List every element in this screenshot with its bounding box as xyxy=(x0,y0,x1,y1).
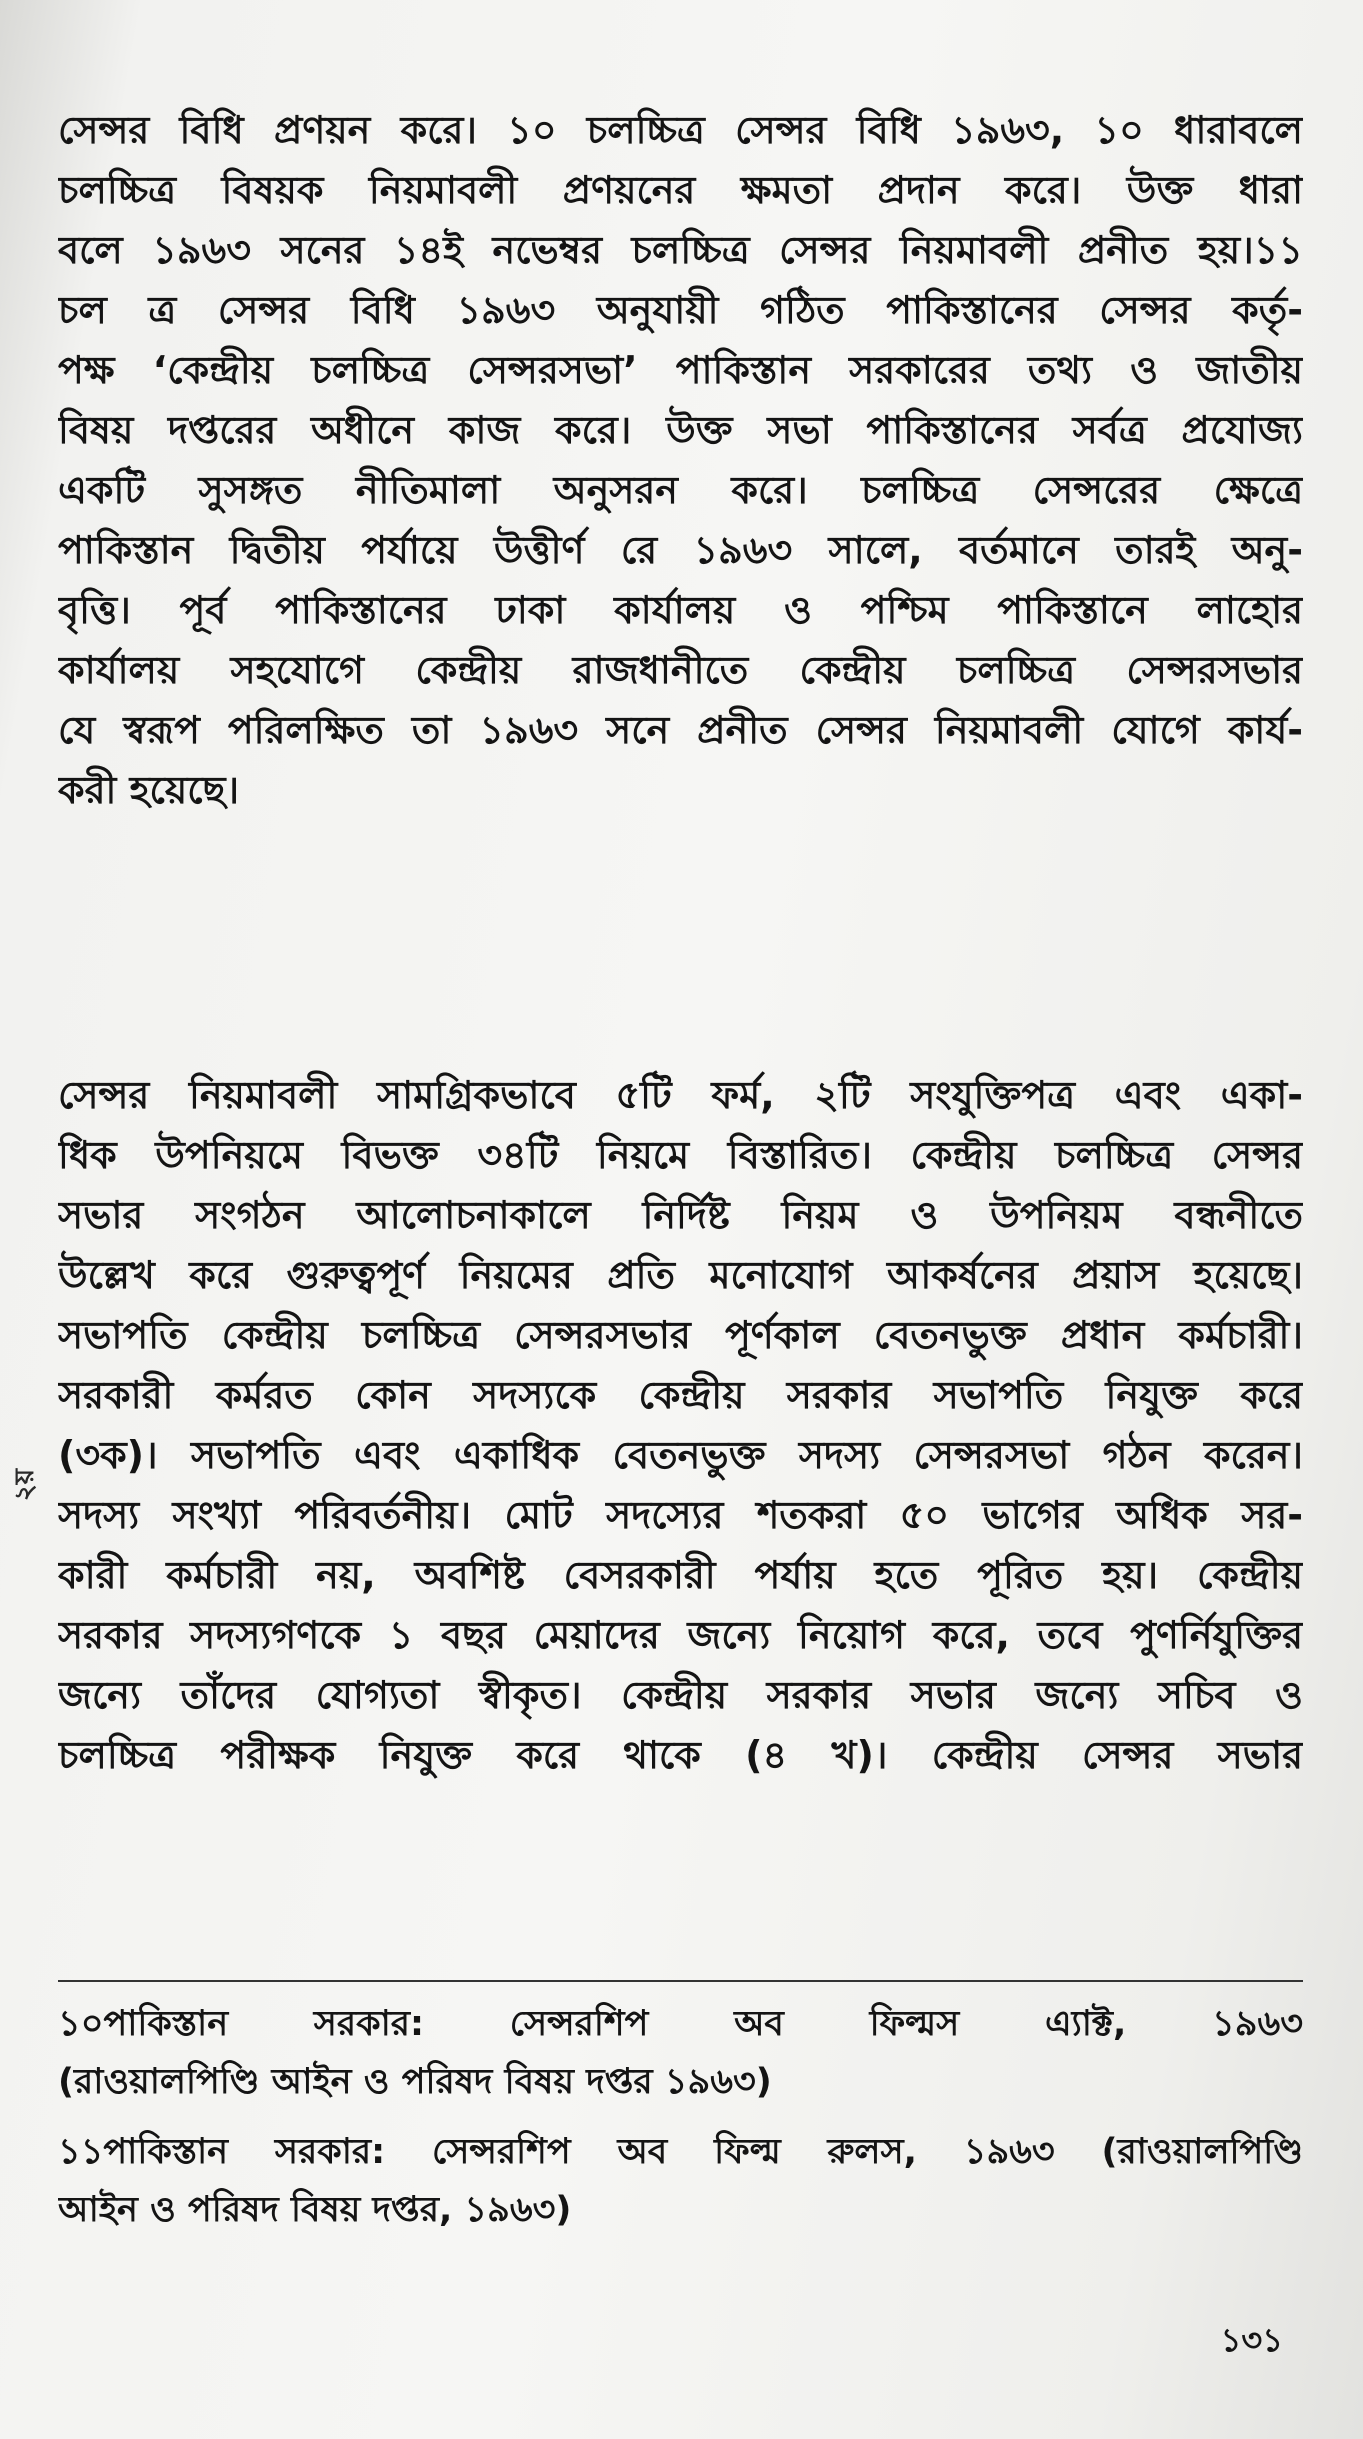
text-line: বলে ১৯৬৩ সনের ১৪ই নভেম্বর চলচ্চিত্র সেন্সর নিয়মাবলী প্রনীত হয়।১১ xyxy=(58,228,1303,272)
text-line: সভাপতি কেন্দ্রীয় চলচ্চিত্র সেন্সরসভার পূর্ণকাল বেতনভুক্ত প্রধান কর্মচারী। xyxy=(58,1313,1303,1357)
footnote-11 xyxy=(58,2123,1303,2239)
text-line: সেন্সর নিয়মাবলী সামগ্রিকভাবে ৫টি ফর্ম, ২টি সংযুক্তিপত্র এবং একা- xyxy=(58,1073,1303,1117)
text-line: বৃত্তি। পূর্ব পাকিস্তানের ঢাকা কার্যালয় ও পশ্চিম পাকিস্তানে লাহোর xyxy=(58,588,1303,632)
text-line: (৩ক)। সভাপতি এবং একাধিক বেতনভুক্ত সদস্য সেন্সরসভা গঠন করেন। xyxy=(58,1433,1303,1477)
text-line: সরকার সদস্যগণকে ১ বছর মেয়াদের জন্যে নিয়োগ করে, তবে পুণর্নিযুক্তির xyxy=(58,1613,1303,1657)
footnote-line: আইন ও পরিষদ বিষয় দপ্তর, ১৯৬৩) xyxy=(58,2190,572,2230)
footnote-line: ১১পাকিস্তান সরকার: সেন্সরশিপ অব ফিল্ম রুলস, ১৯৬৩ (রাওয়ালপিণ্ডি xyxy=(58,2132,1303,2172)
text-line: চলচ্চিত্র বিষয়ক নিয়মাবলী প্রণয়নের ক্ষমতা প্রদান করে। উক্ত ধারা xyxy=(58,168,1303,212)
text-line: সরকারী কর্মরত কোন সদস্যকে কেন্দ্রীয় সরকার সভাপতি নিযুক্ত করে xyxy=(58,1373,1303,1417)
text-line: পক্ষ ‘কেন্দ্রীয় চলচ্চিত্র সেন্সরসভা’ পাকিস্তান সরকারের তথ্য ও জাতীয় xyxy=(58,348,1303,392)
footnote-line: (রাওয়ালপিণ্ডি আইন ও পরিষদ বিষয় দপ্তর ১৯৬৩) xyxy=(58,2062,772,2102)
text-line: চল ত্র সেন্সর বিধি ১৯৬৩ অনুযায়ী গঠিত পাকিস্তানের সেন্সর কর্তৃ- xyxy=(58,288,1303,332)
text-line: সদস্য সংখ্যা পরিবর্তনীয়। মোট সদস্যের শতকরা ৫০ ভাগের অধিক সর- xyxy=(58,1493,1303,1537)
margin-annotation: ২য় xyxy=(10,1468,40,1502)
text-line: ধিক উপনিয়মে বিভক্ত ৩৪টি নিয়মে বিস্তারিত। কেন্দ্রীয় চলচ্চিত্র সেন্সর xyxy=(58,1133,1303,1177)
paragraph-1 xyxy=(58,100,1303,820)
text-line: বিষয় দপ্তরের অধীনে কাজ করে। উক্ত সভা পাকিস্তানের সর্বত্র প্রযোজ্য xyxy=(58,408,1303,452)
text-line: কার্যালয় সহযোগে কেন্দ্রীয় রাজধানীতে কেন্দ্রীয় চলচ্চিত্র সেন্সরসভার xyxy=(58,648,1303,692)
footnote-divider xyxy=(58,1980,1303,1982)
text-line: জন্যে তাঁদের যোগ্যতা স্বীকৃত। কেন্দ্রীয় সরকার সভার জন্যে সচিব ও xyxy=(58,1673,1303,1717)
page-number: ১৩১ xyxy=(1220,2321,1283,2359)
text-line: যে স্বরূপ পরিলক্ষিত তা ১৯৬৩ সনে প্রনীত সেন্সর নিয়মাবলী যোগে কার্য- xyxy=(58,708,1303,752)
text-line: উল্লেখ করে গুরুত্বপূর্ণ নিয়মের প্রতি মনোযোগ আকর্ষনের প্রয়াস হয়েছে। xyxy=(58,1253,1303,1297)
text-line: করী হয়েছে। xyxy=(58,768,240,812)
text-line: সভার সংগঠন আলোচনাকালে নির্দিষ্ট নিয়ম ও উপনিয়ম বন্ধনীতে xyxy=(58,1193,1303,1237)
footnotes xyxy=(58,1995,1303,2239)
text-line: চলচ্চিত্র পরীক্ষক নিযুক্ত করে থাকে (৪ খ)। কেন্দ্রীয় সেন্সর সভার xyxy=(58,1733,1303,1777)
text-line: সেন্সর বিধি প্রণয়ন করে। ১০ চলচ্চিত্র সেন্সর বিধি ১৯৬৩, ১০ ধারাবলে xyxy=(58,108,1303,152)
paragraph-2 xyxy=(58,1065,1303,1785)
text-line: পাকিস্তান দ্বিতীয় পর্যায়ে উত্তীর্ণ রে ১৯৬৩ সালে, বর্তমানে তারই অনু- xyxy=(58,528,1303,572)
footnote-10 xyxy=(58,1995,1303,2111)
text-line: একটি সুসঙ্গত নীতিমালা অনুসরন করে। চলচ্চিত্র সেন্সরের ক্ষেত্রে xyxy=(58,468,1303,512)
footnote-line: ১০পাকিস্তান সরকার: সেন্সরশিপ অব ফিল্মস এ্যাক্ট, ১৯৬৩ xyxy=(58,2004,1303,2044)
text-line: কারী কর্মচারী নয়, অবশিষ্ট বেসরকারী পর্যায় হতে পূরিত হয়। কেন্দ্রীয় xyxy=(58,1553,1303,1597)
